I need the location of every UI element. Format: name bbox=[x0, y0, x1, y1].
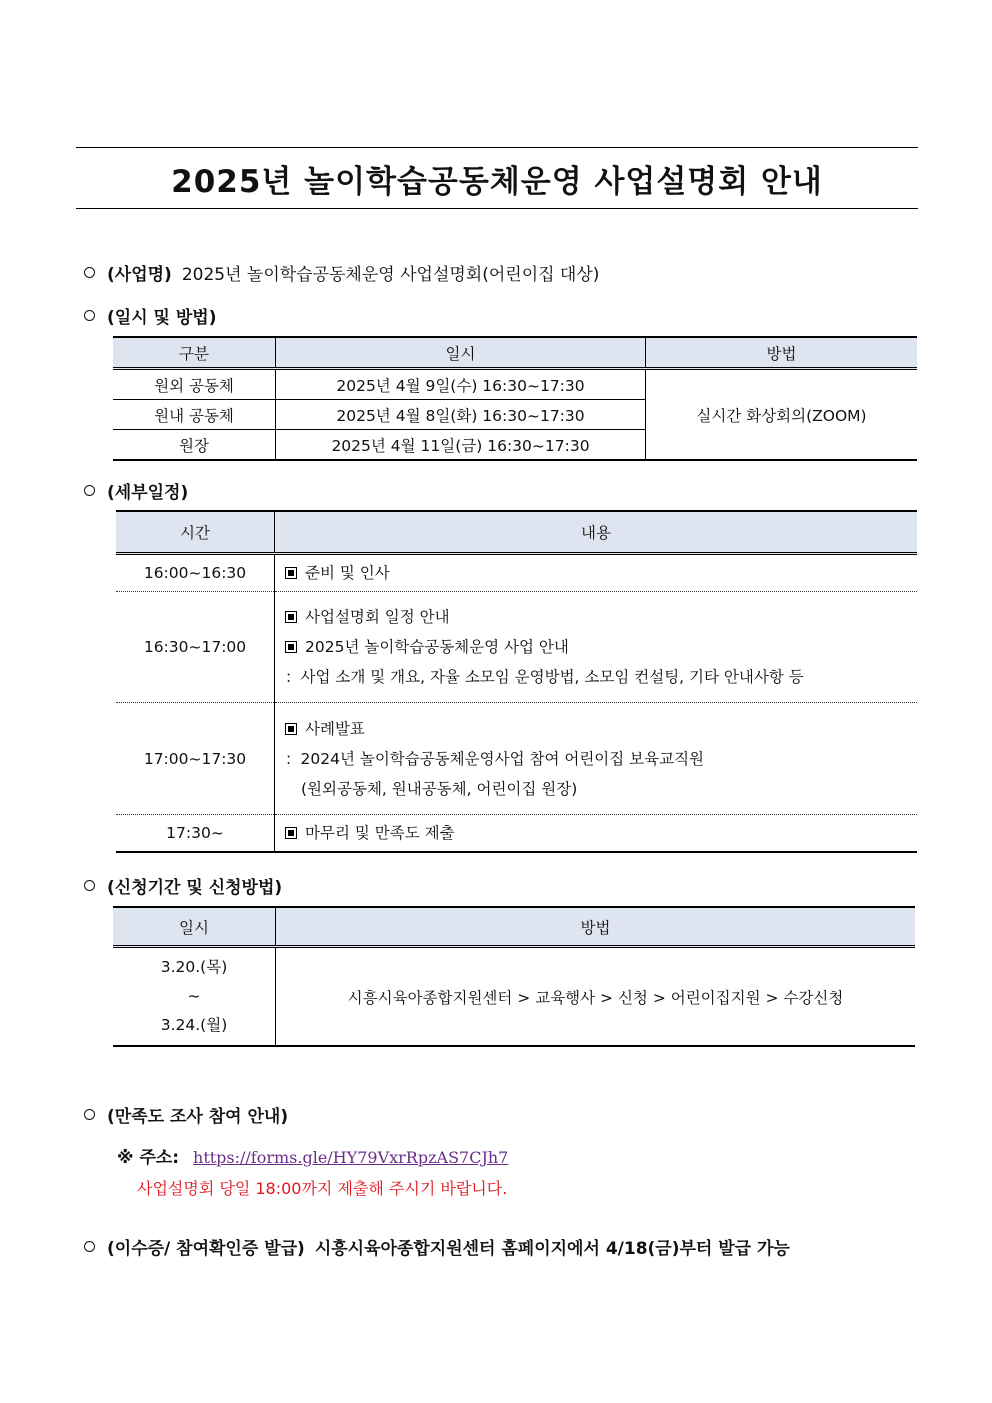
table-row bbox=[116, 815, 917, 852]
table-header-cell: 방법 bbox=[276, 907, 916, 947]
content-text: (원외공동체, 원내공동체, 어린이집 원장) bbox=[301, 779, 578, 798]
section-business-name bbox=[84, 260, 599, 285]
table-cell-time: 17:30~ bbox=[116, 815, 275, 852]
content-text: 사례발표 bbox=[305, 719, 365, 738]
section-text: 2025년 놀이학습공동체운영 사업설명회(어린이집 대상) bbox=[181, 265, 600, 285]
table-cell-content bbox=[275, 554, 918, 592]
content-line bbox=[285, 714, 917, 744]
table-header-cell: 내용 bbox=[275, 511, 918, 554]
table-cell: 원내 공동체 bbox=[113, 400, 276, 430]
survey-address-line bbox=[117, 1143, 508, 1168]
apply-table bbox=[113, 906, 915, 1047]
content-text: ：2024년 놀이학습공동체운영사업 참여 어린이집 보육교직원 bbox=[285, 749, 705, 768]
table-header-cell: 방법 bbox=[646, 337, 918, 369]
table-cell-content bbox=[275, 703, 918, 815]
date-end: 3.24.(월) bbox=[160, 1016, 228, 1034]
table-row bbox=[116, 592, 917, 703]
content-line bbox=[285, 662, 917, 692]
table-header-cell: 구분 bbox=[113, 337, 276, 369]
content-line bbox=[285, 602, 917, 632]
table-cell-method: 실시간 화상회의(ZOOM) bbox=[646, 369, 918, 461]
table-header-cell: 일시 bbox=[276, 337, 646, 369]
circle-bullet-icon bbox=[84, 485, 95, 496]
circle-bullet-icon bbox=[84, 310, 95, 321]
page-title: 2025년 놀이학습공동체운영 사업설명회 안내 bbox=[171, 163, 823, 200]
table-header-cell: 일시 bbox=[113, 907, 276, 947]
survey-notice: 사업설명회 당일 18:00까지 제출해 주시기 바랍니다. bbox=[137, 1179, 508, 1198]
section-detail-schedule bbox=[84, 478, 188, 503]
section-label: (만족도 조사 참여 안내) bbox=[107, 1107, 289, 1127]
schedule-table bbox=[113, 336, 917, 461]
circle-bullet-icon bbox=[84, 267, 95, 278]
section-label: (이수증/ 참여확인증 발급) bbox=[107, 1239, 305, 1259]
table-cell-time: 16:30~17:00 bbox=[116, 592, 275, 703]
section-application bbox=[84, 873, 282, 898]
square-bullet-icon bbox=[285, 567, 297, 579]
table-cell-date bbox=[113, 947, 276, 1047]
table-cell-method: 시흥시육아종합지원센터 > 교육행사 > 신청 > 어린이집지원 > 수강신청 bbox=[276, 947, 916, 1047]
table-cell: 2025년 4월 11일(금) 16:30~17:30 bbox=[276, 430, 646, 461]
table-header-row bbox=[113, 907, 915, 947]
content-text: 2025년 놀이학습공동체운영 사업 안내 bbox=[305, 638, 569, 656]
section-text: 시흥시육아종합지원센터 홈페이지에서 4/18(금)부터 발급 가능 bbox=[314, 1239, 790, 1259]
square-bullet-icon bbox=[285, 827, 297, 839]
table-cell: 원외 공동체 bbox=[113, 369, 276, 400]
section-schedule-method bbox=[84, 303, 217, 328]
table-cell-time: 16:00~16:30 bbox=[116, 554, 275, 592]
section-certificate bbox=[84, 1234, 790, 1259]
table-row bbox=[116, 703, 917, 815]
table-cell-time: 17:00~17:30 bbox=[116, 703, 275, 815]
content-text: 사업설명회 일정 안내 bbox=[305, 608, 450, 626]
section-label: (사업명) bbox=[107, 265, 172, 285]
survey-prefix: ※ 주소: bbox=[117, 1148, 180, 1168]
content-line bbox=[285, 632, 917, 662]
table-row bbox=[116, 554, 917, 592]
square-bullet-icon bbox=[285, 641, 297, 653]
section-label: (세부일정) bbox=[107, 483, 189, 503]
content-line bbox=[285, 558, 917, 588]
content-text: 준비 및 인사 bbox=[305, 564, 390, 582]
square-bullet-icon bbox=[285, 723, 297, 735]
title-box bbox=[76, 147, 918, 209]
content-line bbox=[285, 744, 917, 774]
circle-bullet-icon bbox=[84, 1241, 95, 1252]
table-cell: 2025년 4월 9일(수) 16:30~17:30 bbox=[276, 369, 646, 400]
table-row bbox=[113, 369, 917, 400]
table-row bbox=[113, 947, 915, 1047]
table-cell-content bbox=[275, 592, 918, 703]
content-line bbox=[285, 774, 917, 804]
section-label: (신청기간 및 신청방법) bbox=[107, 878, 283, 898]
content-text: ：사업 소개 및 개요, 자율 소모임 운영방법, 소모임 컨설팅, 기타 안내사항 등 bbox=[285, 668, 804, 686]
table-header-cell: 시간 bbox=[116, 511, 275, 554]
content-text: 마무리 및 만족도 제출 bbox=[305, 823, 455, 842]
table-header-row bbox=[113, 337, 917, 369]
square-bullet-icon bbox=[285, 611, 297, 623]
survey-link[interactable]: https://forms.gle/HY79VxrRpzAS7CJh7 bbox=[193, 1148, 509, 1167]
date-separator: ~ bbox=[187, 987, 201, 1005]
table-cell: 원장 bbox=[113, 430, 276, 461]
detail-table bbox=[116, 510, 917, 853]
table-cell: 2025년 4월 8일(화) 16:30~17:30 bbox=[276, 400, 646, 430]
table-header-row bbox=[116, 511, 917, 554]
circle-bullet-icon bbox=[84, 880, 95, 891]
section-survey bbox=[84, 1102, 288, 1127]
section-label: (일시 및 방법) bbox=[107, 308, 217, 328]
table-cell-content bbox=[275, 815, 918, 852]
date-start: 3.20.(목) bbox=[160, 958, 228, 976]
content-line bbox=[285, 818, 917, 848]
circle-bullet-icon bbox=[84, 1109, 95, 1120]
